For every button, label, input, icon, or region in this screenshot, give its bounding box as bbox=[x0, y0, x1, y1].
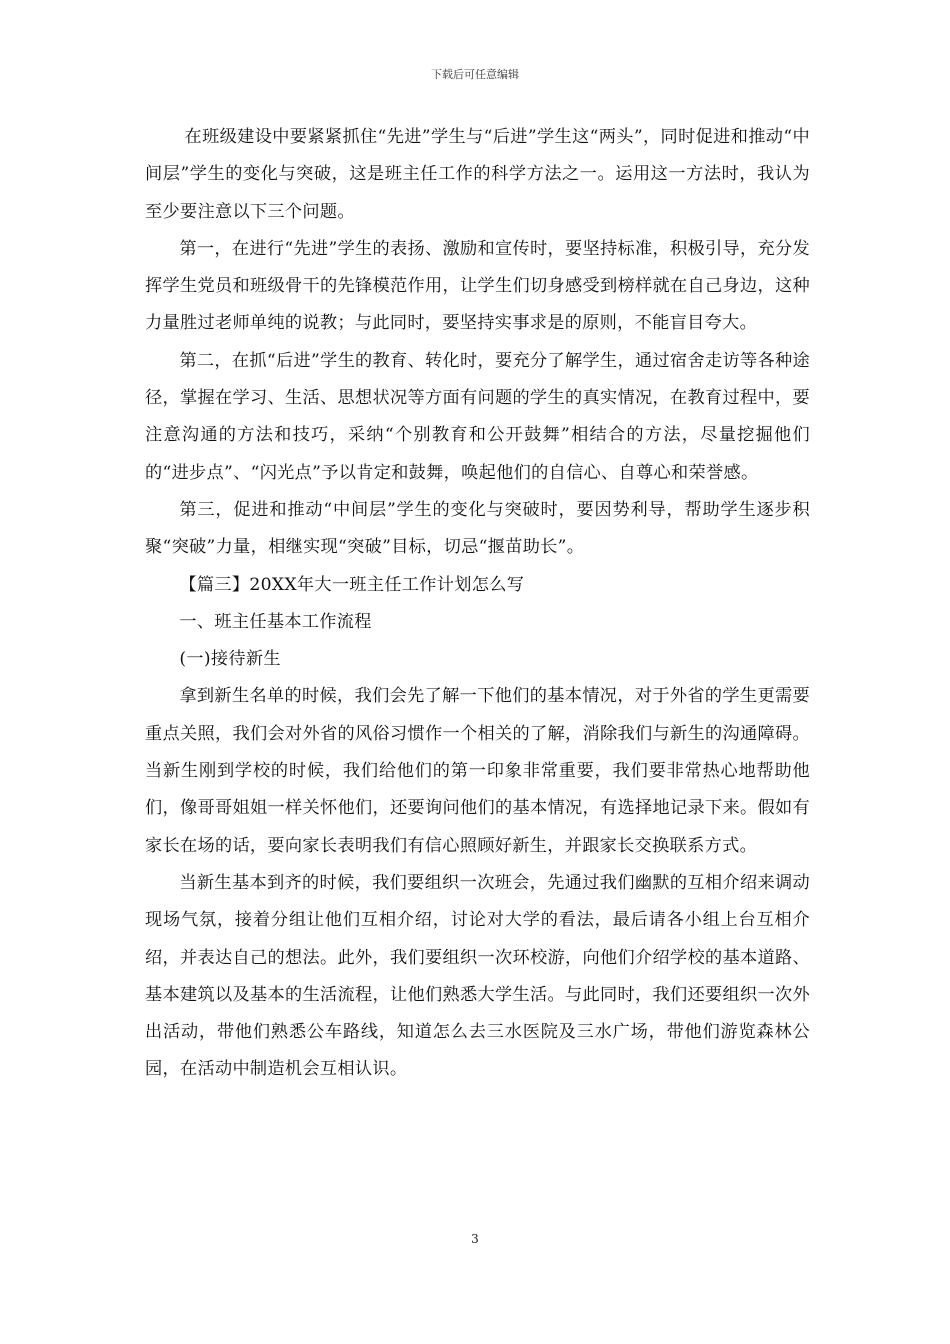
paragraph-intro: 在班级建设中要紧紧抓住“先进”学生与“后进”学生这“两头”，同时促进和推动“中间层”学生的变化与突破，这是班主任工作的科学方法之一。运用这一方法时，我认为至少要注意以下三个问题。 bbox=[145, 127, 810, 222]
paragraph-second-point: 第二，在抓“后进”学生的教育、转化时，要充分了解学生，通过宿舍走访等各种途径，掌握在学习、生活、思想状况等方面有问题的学生的真实情况，在教育过程中，要注意沟通的方法和技巧，采纳“个别教育和公开鼓舞”相结合的方法，尽量挖掘他们的“进步点”、“闪光点”予以肯定和鼓舞，唤起他们的自信心、自尊心和荣誉感。 bbox=[145, 350, 810, 483]
paragraph-third-point: 第三，促进和推动“中间层”学生的变化与突破时，要因势利导，帮助学生逐步积聚“突破”力量，相继实现“突破”目标，切忌“揠苗助长”。 bbox=[145, 499, 810, 558]
section-heading: 【篇三】20XX年大一班主任工作计划怎么写 bbox=[179, 574, 525, 595]
page-number: 3 bbox=[471, 1232, 479, 1246]
paragraph-class-meeting: 当新生基本到齐的时候，我们要组织一次班会，先通过我们幽默的互相介绍来调动现场气氛，接着分组让他们互相介绍，讨论对大学的看法，最后请各小组上台互相介绍，并表达自己的想法。此外，我们要组织一次环校游，向他们介绍学校的基本道路、基本建筑以及基本的生活流程，让他们熟悉大学生活。与此同时，我们还要组织一次外出活动，带他们熟悉公车路线，知道怎么去三水医院及三水广场，带他们游览森林公园，在活动中制造机会互相认识。 bbox=[145, 872, 810, 1080]
sub-subsection-heading: (一)接待新生 bbox=[179, 649, 281, 670]
paragraph-new-students: 拿到新生名单的时候，我们会先了解一下他们的基本情况，对于外省的学生更需要重点关照，我们会对外省的风俗习惯作一个相关的了解，消除我们与新生的沟通障碍。当新生刚到学校的时候，我们给他们的第一印象非常重要，我们要非常热心地帮助他们，像哥哥姐姐一样关怀他们，还要询问他们的基本情况，有选择地记录下来。假如有家长在场的话，要向家长表明我们有信心照顾好新生，并跟家长交换联系方式。 bbox=[145, 686, 810, 856]
paragraph-first-point: 第一，在进行“先进”学生的表扬、激励和宣传时，要坚持标准，积极引导，充分发挥学生党员和班级骨干的先锋模范作用，让学生们切身感受到榜样就在自己身边，这种力量胜过老师单纯的说教；与此同时，要坚持实事求是的原则，不能盲目夸大。 bbox=[145, 238, 810, 334]
document-body bbox=[145, 119, 810, 1089]
subsection-heading: 一、班主任基本工作流程 bbox=[179, 611, 372, 632]
page-header: 下载后可任意编辑 bbox=[431, 68, 519, 81]
